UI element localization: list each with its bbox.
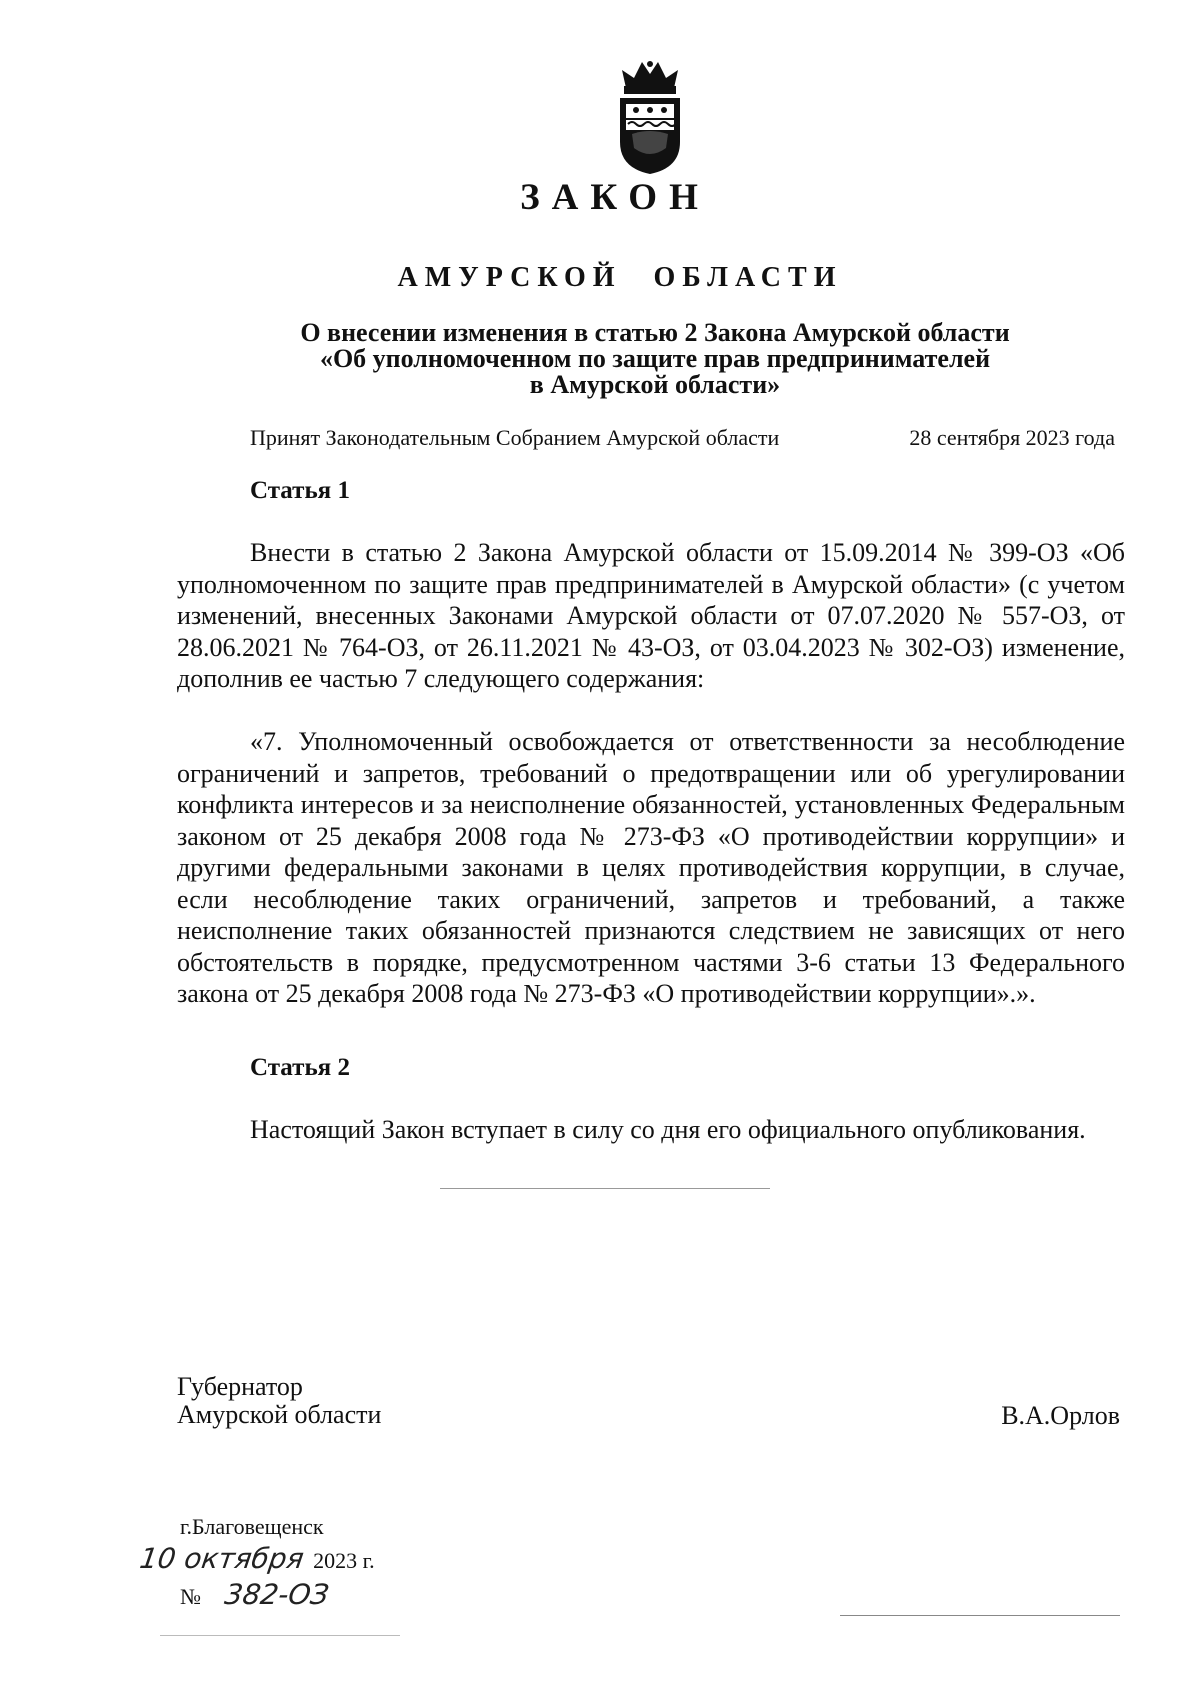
- article-1-heading: Статья 1: [250, 477, 350, 504]
- law-title-line: О внесении изменения в статью 2 Закона Амурской области: [300, 318, 1010, 347]
- article-1-paragraph-1: [177, 537, 1125, 695]
- article-1-paragraph-2: [177, 726, 1125, 1010]
- scan-artifact-line: [840, 1615, 1120, 1616]
- scan-artifact-line: [160, 1635, 400, 1636]
- governor-title: [177, 1373, 381, 1429]
- printed-year: 2023 г.: [313, 1548, 375, 1573]
- governor-title-line: Амурской области: [177, 1400, 382, 1429]
- amur-region-coat-of-arms-icon: [612, 58, 688, 178]
- law-title-line: «Об уполномоченном по защите прав предпринимателей: [319, 344, 991, 373]
- handwritten-date: 10 октября: [137, 1542, 306, 1575]
- article-1-paragraph-2-text: «7. Уполномоченный освобождается от ответственности за несоблюдение ограничений и запретов, требований о предотвращении или об урегулировании конфликта интересов и за неисполнение обязанностей, установленных Федеральным законом от 25 декабря 2008 года № 273-ФЗ «О противодействии коррупции» и другими федеральными законами в целях противодействия коррупции, в случае, если несоблюдение таких ограничений, запретов и требований, а также неисполнение таких обязанностей признаются следствием не зависящих от него обстоятельств в порядке, предусмотренном частями 3-6 статьи 13 Федерального закона от 25 декабря 2008 года № 273-ФЗ «О противодействии коррупции».».: [177, 727, 1125, 1008]
- article-2-paragraph-1-text: Настоящий Закон вступает в силу со дня его официального опубликования.: [250, 1115, 1086, 1144]
- article-2-paragraph-1: [177, 1114, 1125, 1146]
- governor-title-line: Губернатор: [177, 1372, 303, 1401]
- article-1-paragraph-1-text: Внести в статью 2 Закона Амурской области от 15.09.2014 № 399-ОЗ «Об уполномоченном по защите прав предпринимателей в Амурской области» (с учетом изменений, внесенных Законами Амурской области от 07.07.2020 № 557-ОЗ, от 28.06.2021 № 764-ОЗ, от 26.11.2021 № 43-ОЗ, от 03.04.2023 № 302-ОЗ) изменение, дополнив ее частью 7 следующего содержания:: [177, 538, 1125, 693]
- law-title: [180, 320, 1130, 398]
- handwritten-number: 382-ОЗ: [222, 1578, 331, 1611]
- scan-artifact-line: [440, 1188, 770, 1189]
- adopted-by-text: Принят Законодательным Собранием Амурской области: [250, 425, 780, 450]
- city-text: г.Благовещенск: [180, 1514, 324, 1539]
- document-type-heading: ЗАКОН: [520, 177, 710, 218]
- law-title-line: в Амурской области»: [529, 370, 781, 399]
- region-heading: АМУРСКОЙ ОБЛАСТИ: [397, 262, 843, 293]
- signing-date: [137, 1542, 375, 1575]
- number-prefix: №: [180, 1584, 201, 1609]
- article-2-heading: Статья 2: [250, 1054, 350, 1081]
- governor-name: В.А.Орлов: [1001, 1401, 1120, 1430]
- law-number: [180, 1578, 331, 1611]
- adopted-date-text: 28 сентября 2023 года: [909, 425, 1115, 450]
